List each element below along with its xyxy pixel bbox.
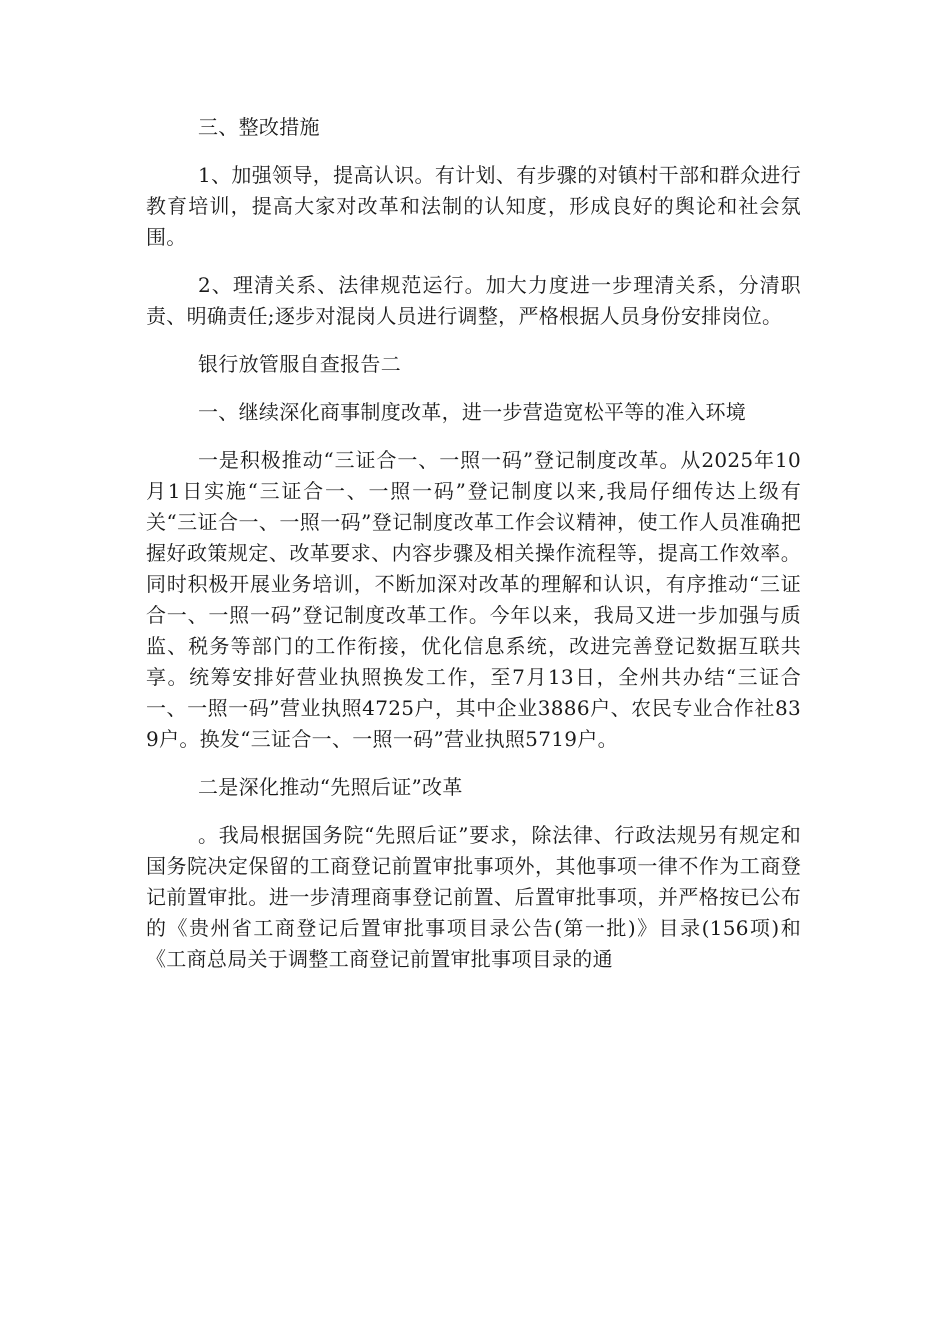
paragraph-clarify-relations: 2、理清关系、法律规范运行。加大力度进一步理清关系，分清职责、明确责任;逐步对混岗人员进行调整，严格根据人员身份安排岗位。	[146, 273, 801, 328]
paragraph-three-in-one-reform: 一是积极推动“三证合一、一照一码”登记制度改革。从2025年10月1日实施“三证合一、一照一码”登记制度以来,我局仔细传达上级有关“三证合一、一照一码”登记制度改革工作会议精神，使工作人员准确把握好政策规定、改革要求、内容步骤及相关操作流程等，提高工作效率。同时积极开展业务培训，不断加深对改革的理解和认识，有序推动“三证合一、一照一码”登记制度改革工作。今年以来，我局又进一步加强与质监、税务等部门的工作衔接，优化信息系统，改进完善登记数据互联共享。统筹安排好营业执照换发工作，至7月13日，全州共办结“三证合一、一照一码”营业执照4725户，其中企业3886户、农民专业合作社839户。换发“三证合一、一照一码”营业执照5719户。	[146, 448, 801, 751]
section-heading-rectification: 三、整改措施	[198, 115, 320, 139]
paragraph-strengthen-leadership: 1、加强领导，提高认识。有计划、有步骤的对镇村干部和群众进行教育培训，提高大家对改革和法制的认知度，形成良好的舆论和社会氛围。	[146, 163, 801, 249]
paragraph-license-first-detail: 。我局根据国务院“先照后证”要求，除法律、行政法规另有规定和国务院决定保留的工商登记前置审批事项外，其他事项一律不作为工商登记前置审批。进一步清理商事登记前置、后置审批事项，并严格按已公布的《贵州省工商登记后置审批事项目录公告(第一批)》目录(156项)和《工商总局关于调整工商登记前置审批事项目录的通	[146, 823, 801, 971]
document-page	[146, 112, 801, 992]
report-title-two: 银行放管服自查报告二	[198, 352, 401, 376]
subheading-license-first: 二是深化推动“先照后证”改革	[198, 775, 463, 799]
section-heading-commercial-reform: 一、继续深化商事制度改革，进一步营造宽松平等的准入环境	[198, 400, 747, 424]
